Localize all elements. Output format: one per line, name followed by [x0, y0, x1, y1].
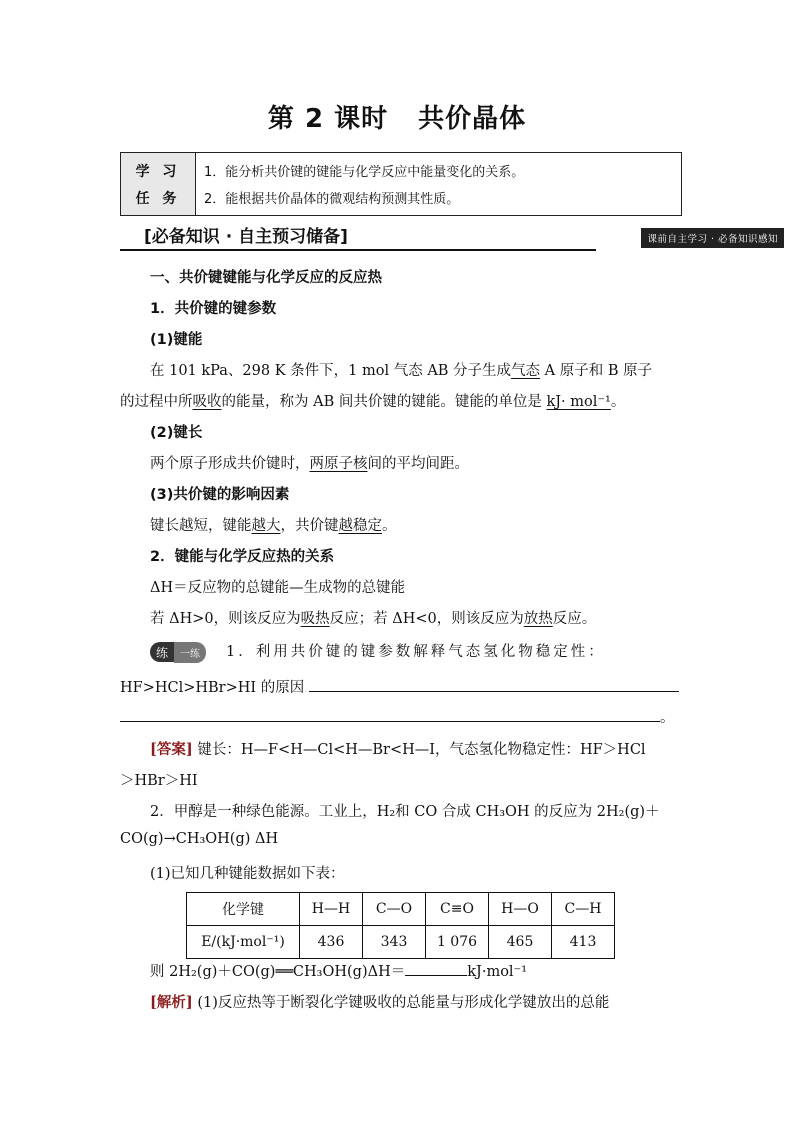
bond-energy-table: [186, 892, 615, 959]
answer-stable: 越稳定: [338, 518, 382, 534]
title-topic: 共价晶体: [418, 104, 527, 134]
table-cell: 1 076: [426, 926, 489, 959]
factors-line: 键长越短，键能越大，共价键越稳定。: [150, 518, 397, 534]
practice-q2-calc: 则 2H₂(g)＋CO(g)══CH₃OH(g)ΔH＝ kJ·mol⁻¹: [150, 960, 680, 981]
heading-1: 一、共价键键能与化学反应的反应热: [150, 270, 382, 286]
practice-q1-line-3: 。: [120, 706, 680, 727]
answer-nuclei: 两原子核: [309, 456, 368, 472]
section-title: [必备知识 · 自主预习储备]: [144, 227, 348, 247]
heading-1-1: 1．共价键的键参数: [150, 301, 277, 317]
practice-badge-icon: 练 一练: [150, 642, 206, 663]
task-head: [121, 153, 196, 215]
section-header: [120, 222, 784, 248]
subheading-factors: (3)共价键的影响因素: [150, 487, 290, 503]
table-row: [187, 926, 615, 959]
task-items: [196, 153, 681, 215]
practice-q2-line-2: CO(g)→CH₃OH(g) ΔH: [120, 831, 279, 847]
bond-length-line: 两个原子形成共价键时，两原子核间的平均间距。: [150, 456, 469, 472]
analysis-label: [解析]: [150, 994, 193, 1011]
analysis-line: [解析] (1)反应热等于断裂化学键吸收的总能量与形成化学键放出的总能: [150, 994, 610, 1011]
subheading-bond-energy: (1)键能: [150, 332, 203, 348]
answer-endothermic: 吸热: [300, 611, 330, 627]
table-header-cell: C—H: [552, 893, 615, 926]
table-header-cell: H—O: [489, 893, 552, 926]
dh-rule-line: 若 ΔH>0，则该反应为吸热反应；若 ΔH<0，则该反应为放热反应。: [150, 611, 597, 627]
table-row: [187, 893, 615, 926]
learning-task-box: [120, 152, 682, 216]
answer-line-2: ＞HBr＞HI: [120, 773, 198, 789]
subheading-bond-length: (2)键长: [150, 425, 203, 441]
task-item-2: 2．能根据共价晶体的微观结构预测其性质。: [204, 192, 460, 207]
answer-line-1: [答案] 键长：H—F<H—Cl<H—Br<H—I，气态氢化物稳定性：HF＞HCl: [150, 741, 646, 758]
practice-q2-part1: (1)已知几种键能数据如下表：: [150, 866, 345, 882]
table-cell: 343: [363, 926, 426, 959]
bond-energy-line-2: 的过程中所吸收的能量，称为 AB 间共价键的键能。键能的单位是 kJ· mol⁻¹。: [120, 394, 626, 410]
answer-gaseous: 气态: [511, 363, 541, 379]
answer-blank-3[interactable]: [405, 961, 467, 976]
heading-1-2: 2．键能与化学反应热的关系: [150, 549, 335, 565]
section-tag: 课前自主学习 · 必备知识感知: [641, 228, 784, 248]
bond-energy-line-1: 在 101 kPa、298 K 条件下，1 mol 气态 AB 分子生成气态 A 原子和 B 原子: [150, 363, 653, 379]
dh-formula: ΔH＝反应物的总键能—生成物的总键能: [150, 580, 406, 596]
task-item-1: 1．能分析共价键的键能与化学反应中能量变化的关系。: [204, 165, 525, 180]
task-head-2: 任 务: [135, 190, 181, 207]
answer-unit: kJ· mol⁻¹: [546, 394, 611, 410]
practice-q1-line-1: 练 一练 1．利用共价键的键参数解释气态氢化物稳定性：: [150, 640, 680, 663]
answer-absorb: 吸收: [192, 394, 222, 410]
task-head-1: 学 习: [135, 163, 181, 180]
answer-label: [答案]: [150, 741, 193, 758]
answer-larger: 越大: [251, 518, 281, 534]
table-header-cell: 化学键: [187, 893, 300, 926]
practice-q1-line-2: HF>HCl>HBr>HI 的原因: [120, 676, 680, 697]
practice-q2-line-1: 2．甲醇是一种绿色能源。工业上，H₂和 CO 合成 CH₃OH 的反应为 2H₂(g)＋: [150, 804, 660, 820]
table-header-cell: C≡O: [426, 893, 489, 926]
table-cell: 465: [489, 926, 552, 959]
title-lesson: 第 2 课时: [267, 104, 389, 134]
section-divider: [120, 249, 596, 251]
table-cell: 413: [552, 926, 615, 959]
page-title: [0, 98, 794, 135]
answer-blank-1[interactable]: [309, 677, 679, 692]
table-header-cell: H—H: [300, 893, 363, 926]
table-header-cell: C—O: [363, 893, 426, 926]
answer-exothermic: 放热: [523, 611, 553, 627]
table-cell: 436: [300, 926, 363, 959]
answer-blank-2[interactable]: [120, 707, 660, 722]
table-row-label: E/(kJ·mol⁻¹): [187, 926, 300, 959]
